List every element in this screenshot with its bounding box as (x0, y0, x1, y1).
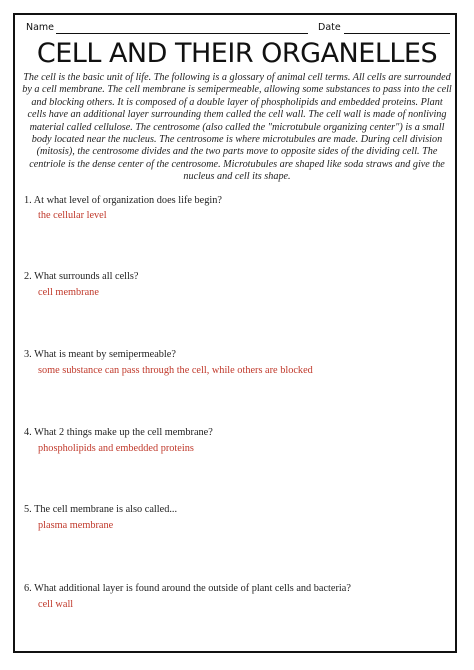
question-1: 1. At what level of organization does life begin? (24, 195, 222, 206)
answer-1: the cellular level (38, 210, 107, 221)
question-4: 4. What 2 things make up the cell membrane? (24, 427, 213, 438)
answer-3: some substance can pass through the cell, while others are blocked (38, 365, 313, 376)
name-date-header (26, 22, 450, 38)
name-line[interactable] (56, 33, 308, 34)
answer-2: cell membrane (38, 287, 99, 298)
answer-6: cell wall (38, 599, 74, 610)
answer-5: plasma membrane (38, 520, 114, 531)
answer-4: phospholipids and embedded proteins (38, 443, 194, 454)
intro-paragraph: The cell is the basic unit of life. The following is a glossary of animal cell terms. All cells are surrounded by a cell membrane. The cell membrane is semipermeable, allowing some substances to pass into the cell and blocking others. It is composed of a double layer of phospholipids and embedded proteins. Plant cells have an additional layer surrounding them called the cell wall. The cell wall is made of nonliving material called cellulose. The centrosome (also called the "microtubule organizing center") is a small body located near the nucleus. The centrosome is where microtubules are made. During cell division (mitosis), the centrosome divides and the two parts move to opposite sides of the dividing cell. The centriole is the dense center of the centrosome. Microtubules are shaped like soda straws and give the nucleus and cell its shape. (22, 72, 452, 183)
page-title: CELL AND THEIR ORGANELLES (36, 38, 438, 69)
name-label: Name (26, 22, 55, 33)
question-6: 6. What additional layer is found around the outside of plant cells and bacteria? (24, 583, 351, 594)
question-3: 3. What is meant by semipermeable? (24, 349, 176, 360)
date-line[interactable] (344, 33, 450, 34)
question-2: 2. What surrounds all cells? (24, 271, 139, 282)
date-label: Date (318, 22, 341, 33)
question-5: 5. The cell membrane is also called... (24, 504, 178, 515)
